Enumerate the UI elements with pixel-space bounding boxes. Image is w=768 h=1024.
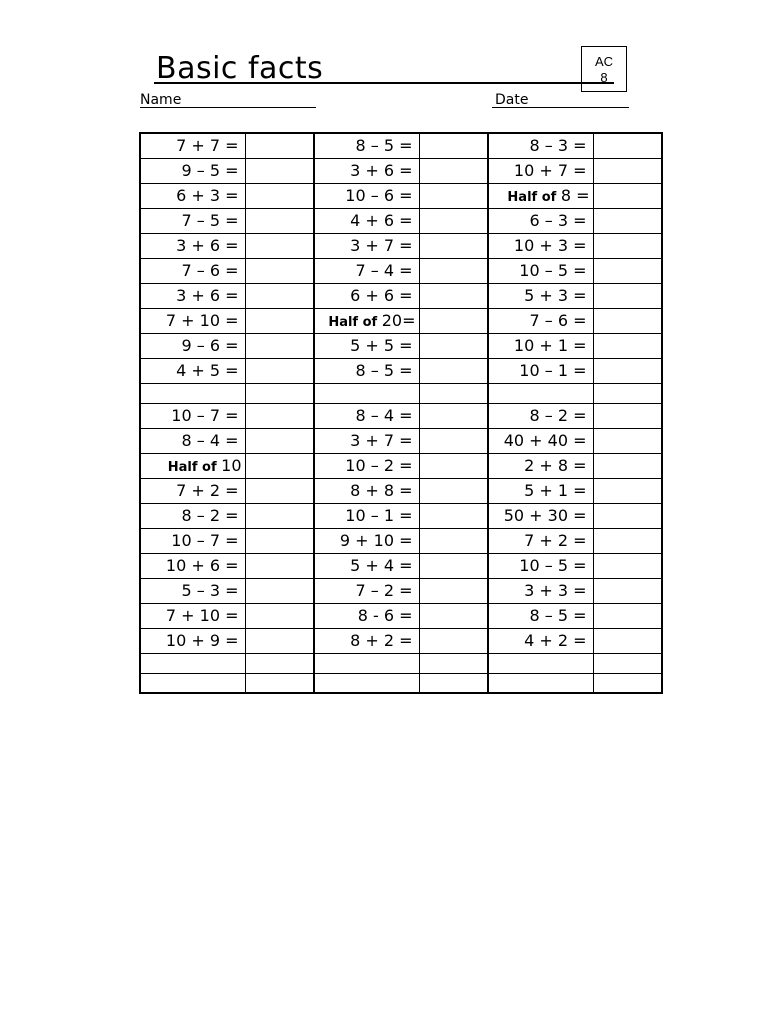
question-cell: 8 - 6 = xyxy=(314,603,419,628)
answer-cell[interactable] xyxy=(419,428,488,453)
answer-cell[interactable] xyxy=(419,183,488,208)
level-code-number: 8 xyxy=(600,70,608,85)
question-cell: 3 + 6 = xyxy=(314,158,419,183)
table-row xyxy=(140,358,662,383)
question-cell: 10 – 7 = xyxy=(140,528,245,553)
question-cell: 3 + 7 = xyxy=(314,233,419,258)
answer-cell[interactable] xyxy=(419,403,488,428)
answer-cell[interactable] xyxy=(419,333,488,358)
question-cell: Half of 8 = xyxy=(488,183,593,208)
answer-cell[interactable] xyxy=(245,283,314,308)
answer-cell[interactable] xyxy=(419,383,488,403)
table-row xyxy=(140,553,662,578)
answer-cell[interactable] xyxy=(419,453,488,478)
title-underline xyxy=(154,82,614,84)
answer-cell[interactable] xyxy=(593,428,662,453)
table-row xyxy=(140,383,662,403)
question-cell xyxy=(314,653,419,673)
date-field[interactable] xyxy=(495,91,629,109)
table-row xyxy=(140,133,662,158)
answer-cell[interactable] xyxy=(245,673,314,693)
question-cell: 7 + 10 = xyxy=(140,308,245,333)
answer-cell[interactable] xyxy=(593,403,662,428)
question-cell: 7 – 4 = xyxy=(314,258,419,283)
question-cell: 8 – 2 = xyxy=(140,503,245,528)
question-cell: 2 + 8 = xyxy=(488,453,593,478)
question-cell: 10 + 1 = xyxy=(488,333,593,358)
table-row xyxy=(140,233,662,258)
answer-cell[interactable] xyxy=(593,233,662,258)
answer-cell[interactable] xyxy=(245,383,314,403)
question-cell: 10 + 6 = xyxy=(140,553,245,578)
question-cell: 10 – 6 = xyxy=(314,183,419,208)
table-row xyxy=(140,333,662,358)
question-cell: 3 + 6 = xyxy=(140,283,245,308)
question-cell: 5 + 4 = xyxy=(314,553,419,578)
answer-cell[interactable] xyxy=(245,653,314,673)
question-cell: Half of 10 xyxy=(140,453,245,478)
answer-cell[interactable] xyxy=(245,628,314,653)
answer-cell[interactable] xyxy=(419,528,488,553)
answer-cell[interactable] xyxy=(593,653,662,673)
table-row xyxy=(140,528,662,553)
question-cell: 9 – 5 = xyxy=(140,158,245,183)
question-cell: 4 + 6 = xyxy=(314,208,419,233)
question-cell: 8 – 5 = xyxy=(314,133,419,158)
question-cell xyxy=(488,673,593,693)
answer-cell[interactable] xyxy=(245,603,314,628)
question-cell: 8 + 8 = xyxy=(314,478,419,503)
answer-cell[interactable] xyxy=(419,358,488,383)
answer-cell[interactable] xyxy=(419,258,488,283)
answer-cell[interactable] xyxy=(245,183,314,208)
answer-cell[interactable] xyxy=(419,628,488,653)
question-cell: 7 – 5 = xyxy=(140,208,245,233)
question-cell xyxy=(314,383,419,403)
table-row xyxy=(140,603,662,628)
answer-cell[interactable] xyxy=(593,628,662,653)
answer-cell[interactable] xyxy=(593,208,662,233)
worksheet-title: Basic facts xyxy=(156,51,324,86)
table-row xyxy=(140,628,662,653)
answer-cell[interactable] xyxy=(419,158,488,183)
question-cell: 7 + 10 = xyxy=(140,603,245,628)
table-row xyxy=(140,183,662,208)
question-cell: 7 + 2 = xyxy=(488,528,593,553)
answer-cell[interactable] xyxy=(245,233,314,258)
question-cell: 10 – 5 = xyxy=(488,258,593,283)
question-cell: 7 – 6 = xyxy=(488,308,593,333)
question-cell: 10 – 2 = xyxy=(314,453,419,478)
answer-cell[interactable] xyxy=(419,653,488,673)
question-cell: 6 – 3 = xyxy=(488,208,593,233)
answer-cell[interactable] xyxy=(419,478,488,503)
question-cell xyxy=(140,383,245,403)
question-cell: 8 – 3 = xyxy=(488,133,593,158)
answer-cell[interactable] xyxy=(419,603,488,628)
question-cell: 5 + 3 = xyxy=(488,283,593,308)
question-cell: 10 – 1 = xyxy=(314,503,419,528)
answer-cell[interactable] xyxy=(245,553,314,578)
table-row xyxy=(140,283,662,308)
answer-cell[interactable] xyxy=(593,383,662,403)
question-cell xyxy=(140,673,245,693)
answer-cell[interactable] xyxy=(593,358,662,383)
table-row xyxy=(140,478,662,503)
table-row xyxy=(140,578,662,603)
question-cell: 6 + 6 = xyxy=(314,283,419,308)
answer-cell[interactable] xyxy=(245,208,314,233)
answer-cell[interactable] xyxy=(419,503,488,528)
question-cell xyxy=(314,673,419,693)
answer-cell[interactable] xyxy=(419,283,488,308)
answer-cell[interactable] xyxy=(419,233,488,258)
answer-cell[interactable] xyxy=(419,673,488,693)
question-cell: 7 + 7 = xyxy=(140,133,245,158)
question-cell: 9 – 6 = xyxy=(140,333,245,358)
facts-table xyxy=(139,132,663,694)
answer-cell[interactable] xyxy=(593,578,662,603)
answer-cell[interactable] xyxy=(419,308,488,333)
answer-cell[interactable] xyxy=(593,158,662,183)
answer-cell[interactable] xyxy=(419,208,488,233)
level-code-box xyxy=(581,46,627,92)
question-cell: 8 + 2 = xyxy=(314,628,419,653)
answer-cell[interactable] xyxy=(593,673,662,693)
question-cell: 6 + 3 = xyxy=(140,183,245,208)
name-label: Name xyxy=(140,92,182,108)
answer-cell[interactable] xyxy=(593,283,662,308)
answer-cell[interactable] xyxy=(245,453,314,478)
question-cell: 5 – 3 = xyxy=(140,578,245,603)
answer-cell[interactable] xyxy=(593,133,662,158)
table-row xyxy=(140,453,662,478)
answer-cell[interactable] xyxy=(419,133,488,158)
answer-cell[interactable] xyxy=(593,553,662,578)
answer-cell[interactable] xyxy=(419,578,488,603)
table-row xyxy=(140,403,662,428)
question-cell: Half of 20= xyxy=(314,308,419,333)
level-code-prefix: AC xyxy=(594,54,614,69)
question-cell xyxy=(488,383,593,403)
answer-cell[interactable] xyxy=(593,333,662,358)
answer-cell[interactable] xyxy=(593,528,662,553)
answer-cell[interactable] xyxy=(593,308,662,333)
table-row xyxy=(140,258,662,283)
table-row xyxy=(140,673,662,693)
question-cell: 10 – 7 = xyxy=(140,403,245,428)
answer-cell[interactable] xyxy=(245,333,314,358)
question-cell: 3 + 6 = xyxy=(140,233,245,258)
answer-cell[interactable] xyxy=(245,358,314,383)
question-cell: 8 – 2 = xyxy=(488,403,593,428)
answer-cell[interactable] xyxy=(593,603,662,628)
name-line xyxy=(140,107,316,108)
question-cell: 10 – 5 = xyxy=(488,553,593,578)
question-cell: 4 + 5 = xyxy=(140,358,245,383)
question-cell xyxy=(140,653,245,673)
answer-cell[interactable] xyxy=(245,503,314,528)
answer-cell[interactable] xyxy=(245,403,314,428)
question-cell: 9 + 10 = xyxy=(314,528,419,553)
question-cell: 7 – 2 = xyxy=(314,578,419,603)
question-cell xyxy=(488,653,593,673)
answer-cell[interactable] xyxy=(419,553,488,578)
question-cell: 8 – 4 = xyxy=(140,428,245,453)
answer-cell[interactable] xyxy=(593,258,662,283)
table-row xyxy=(140,308,662,333)
question-cell: 7 + 2 = xyxy=(140,478,245,503)
date-label: Date xyxy=(495,92,529,108)
question-cell: 10 + 3 = xyxy=(488,233,593,258)
question-cell: 4 + 2 = xyxy=(488,628,593,653)
question-cell: 10 + 9 = xyxy=(140,628,245,653)
question-cell: 5 + 1 = xyxy=(488,478,593,503)
answer-cell[interactable] xyxy=(245,528,314,553)
question-cell: 8 – 4 = xyxy=(314,403,419,428)
table-row xyxy=(140,208,662,233)
date-line xyxy=(492,107,629,108)
question-cell: 50 + 30 = xyxy=(488,503,593,528)
answer-cell[interactable] xyxy=(245,158,314,183)
question-cell: 3 + 3 = xyxy=(488,578,593,603)
table-row xyxy=(140,158,662,183)
question-cell: 10 + 7 = xyxy=(488,158,593,183)
question-cell: 40 + 40 = xyxy=(488,428,593,453)
answer-cell[interactable] xyxy=(593,478,662,503)
question-cell: 5 + 5 = xyxy=(314,333,419,358)
name-field[interactable] xyxy=(140,91,316,109)
answer-cell[interactable] xyxy=(245,428,314,453)
answer-cell[interactable] xyxy=(245,478,314,503)
answer-cell[interactable] xyxy=(245,308,314,333)
answer-cell[interactable] xyxy=(593,503,662,528)
answer-cell[interactable] xyxy=(245,258,314,283)
table-row xyxy=(140,653,662,673)
question-cell: 7 – 6 = xyxy=(140,258,245,283)
question-cell: 10 – 1 = xyxy=(488,358,593,383)
question-cell: 3 + 7 = xyxy=(314,428,419,453)
question-cell: 8 – 5 = xyxy=(488,603,593,628)
answer-cell[interactable] xyxy=(593,183,662,208)
table-row xyxy=(140,503,662,528)
answer-cell[interactable] xyxy=(245,578,314,603)
answer-cell[interactable] xyxy=(245,133,314,158)
question-cell: 8 – 5 = xyxy=(314,358,419,383)
table-row xyxy=(140,428,662,453)
answer-cell[interactable] xyxy=(593,453,662,478)
